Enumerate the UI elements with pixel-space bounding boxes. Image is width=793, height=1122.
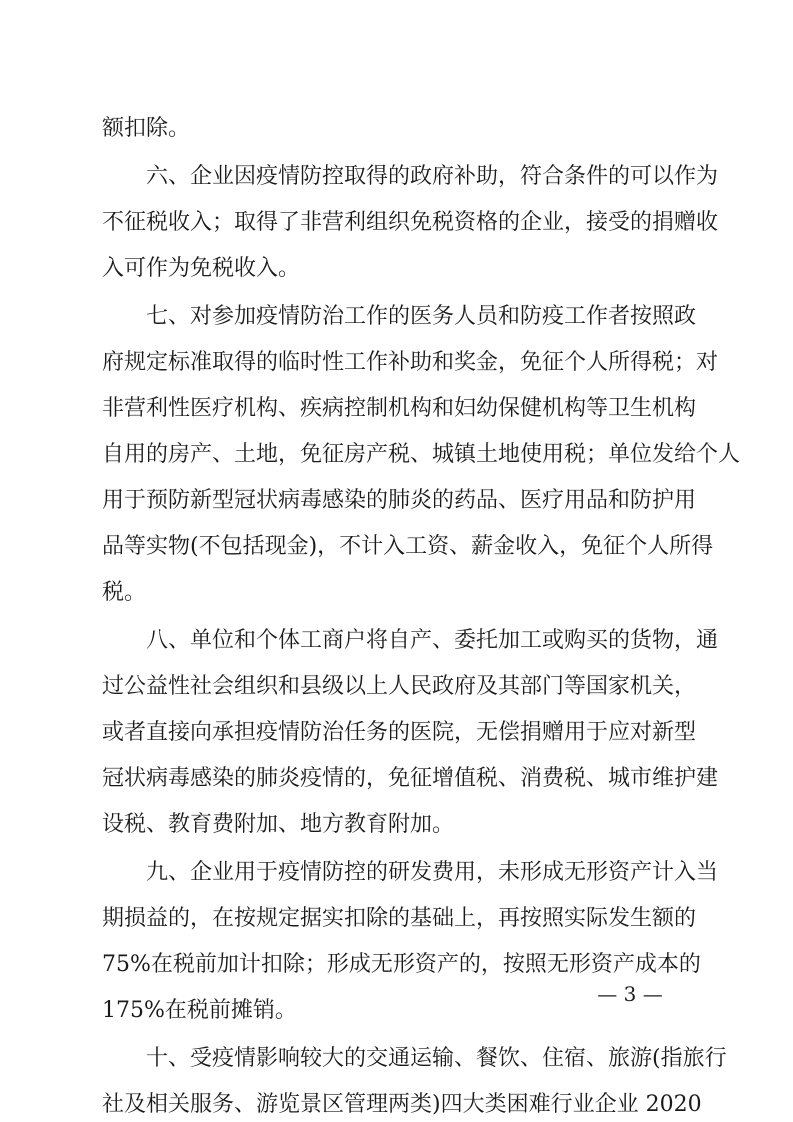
paragraph-line: 不征税收入；取得了非营利组织免税资格的企业，接受的捐赠收 [102,210,719,235]
paragraph-line: 额扣除。 [102,116,191,141]
paragraph-line: 75%在税前加计扣除；形成无形资产的，按照无形资产成本的 [102,952,701,977]
paragraph-line: 七、对参加疫情防治工作的医务人员和防疫工作者按照政 [146,304,697,329]
paragraph-line: 品等实物(不包括现金)，不计入工资、薪金收入，免征个人所得 [102,534,714,559]
paragraph-line: 冠状病毒感染的肺炎疫情的，免征增值税、消费税、城市维护建 [102,766,719,791]
paragraph-line: 十、受疫情影响较大的交通运输、餐饮、住宿、旅游(指旅行 [146,1046,727,1071]
paragraph-line: 期损益的，在按规定据实扣除的基础上，再按照实际发生额的 [102,906,697,931]
page-number: — 3 — [597,982,663,1006]
paragraph-line: 府规定标准取得的临时性工作补助和奖金，免征个人所得税；对 [102,350,719,375]
paragraph-line: 用于预防新型冠状病毒感染的肺炎的药品、医疗用品和防护用 [102,488,697,513]
paragraph-line: 非营利性医疗机构、疾病控制机构和妇幼保健机构等卫生机构 [102,396,697,421]
paragraph-line: 八、单位和个体工商户将自产、委托加工或购买的货物，通 [146,628,719,653]
paragraph-line: 175%在税前摊销。 [102,998,297,1023]
paragraph-line: 设税、教育费附加、地方教育附加。 [102,812,455,837]
paragraph-line: 社及相关服务、游览景区管理两类)四大类困难行业企业 2020 [102,1092,702,1117]
paragraph-line: 六、企业因疫情防控取得的政府补助，符合条件的可以作为 [146,164,719,189]
paragraph-line: 或者直接向承担疫情防治任务的医院，无偿捐赠用于应对新型 [102,720,697,745]
paragraph-line: 过公益性社会组织和县级以上人民政府及其部门等国家机关， [102,674,697,699]
paragraph-line: 自用的房产、土地，免征房产税、城镇土地使用税；单位发给个人 [102,442,741,467]
paragraph-line: 入可作为免税收入。 [102,256,301,281]
paragraph-line: 税。 [102,580,147,605]
paragraph-line: 九、企业用于疫情防控的研发费用，未形成无形资产计入当 [146,860,719,885]
